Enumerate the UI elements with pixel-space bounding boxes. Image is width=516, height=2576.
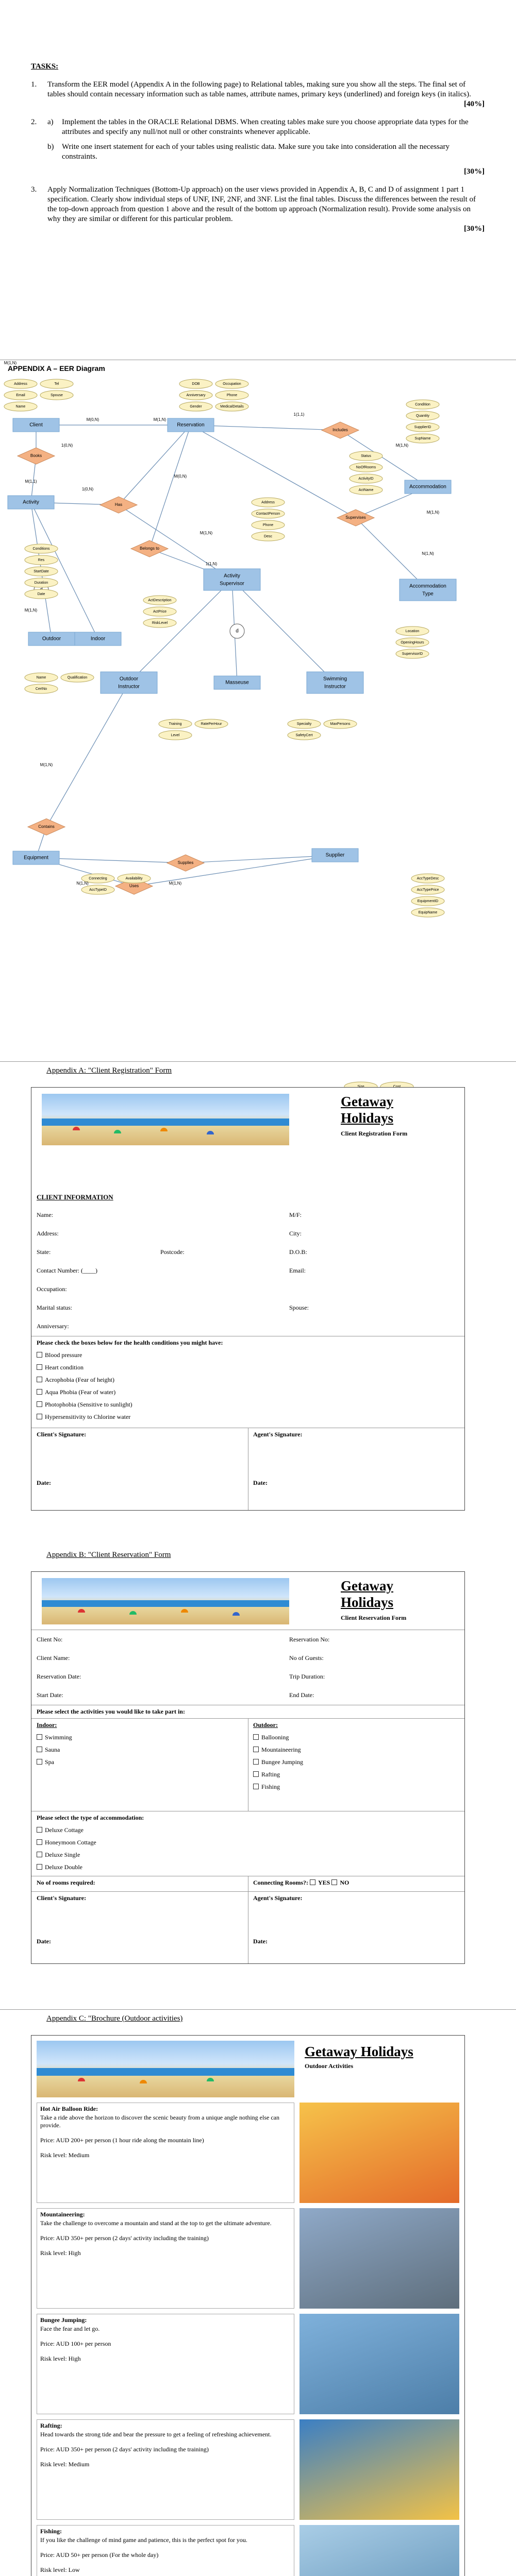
entity-box bbox=[400, 579, 456, 601]
relationship-label: Includes bbox=[332, 428, 348, 433]
rooms-required[interactable]: No of rooms required: bbox=[37, 1879, 95, 1886]
activity-photo bbox=[299, 2525, 459, 2576]
attribute-label: ActDescription bbox=[148, 598, 172, 602]
appendix-a-caption: Appendix A: "Client Registration" Form bbox=[46, 1066, 172, 1075]
attribute-label: Condition bbox=[415, 402, 430, 406]
outdoor-option[interactable] bbox=[253, 1734, 289, 1741]
checkbox[interactable] bbox=[37, 1352, 42, 1358]
cardinality-label: M(0,N) bbox=[86, 417, 99, 422]
attribute-label: Duration bbox=[34, 581, 48, 585]
beach-banner-image bbox=[37, 2041, 294, 2097]
relationship-label: Books bbox=[30, 453, 42, 459]
attribute-label: RiskLevel bbox=[152, 621, 168, 625]
entity-label: Accommodation bbox=[409, 484, 446, 490]
option-label: Sauna bbox=[45, 1746, 60, 1753]
cardinality-label: 1(0,N) bbox=[81, 487, 94, 492]
attribute-label: Status bbox=[361, 454, 371, 458]
field-reservation-no[interactable]: Reservation No: bbox=[289, 1636, 330, 1643]
activity-description: Take the challenge to overcome a mountain and stand at the top to get the ultimate adventure. bbox=[40, 2219, 272, 2227]
accommodation-option[interactable] bbox=[37, 1863, 82, 1871]
task-text: Transform the EER model (Appendix A in the following page) to Relational tables, making sure you show all the steps. The final set of tables should contain necessary information such as table names, attribute names, primary keys (underlined) and foreign keys (in italics). bbox=[47, 80, 471, 98]
relationship-label: Supplies bbox=[177, 860, 194, 866]
attribute-label: AccTypePrice bbox=[417, 888, 439, 892]
option-label: Deluxe Single bbox=[45, 1851, 80, 1858]
subtask-number: a) bbox=[47, 118, 54, 126]
accommodation-option[interactable] bbox=[37, 1826, 84, 1834]
attribute-label: EquipmentID bbox=[417, 899, 439, 903]
checkbox[interactable] bbox=[37, 1747, 42, 1752]
relationship-label: Uses bbox=[129, 884, 139, 889]
activity-risk: Risk level: Medium bbox=[40, 2151, 90, 2159]
connector-line bbox=[119, 505, 232, 580]
outdoor-option[interactable] bbox=[253, 1771, 280, 1778]
health-option[interactable] bbox=[37, 1351, 82, 1359]
health-label: Hypersensitivity to Chlorine water bbox=[45, 1413, 131, 1420]
activity-title: Mountaineering: bbox=[40, 2211, 85, 2218]
health-option[interactable] bbox=[37, 1401, 132, 1409]
connector-line bbox=[149, 425, 191, 549]
entity-label: Reservation bbox=[177, 422, 205, 428]
activity-price: Price: AUD 100+ per person bbox=[40, 2340, 111, 2347]
cardinality-label: M(1,N) bbox=[24, 608, 38, 613]
activity-price: Price: AUD 200+ per person (1 hour ride along the mountain line) bbox=[40, 2137, 204, 2144]
form-subtitle: Client Reservation Form bbox=[341, 1614, 407, 1621]
relationship-label: Belongs to bbox=[140, 546, 159, 551]
cardinality-label: M(1,N) bbox=[40, 762, 53, 768]
agent-date[interactable]: Date: bbox=[253, 1938, 268, 1945]
indoor-option[interactable] bbox=[37, 1734, 72, 1741]
activity-card bbox=[37, 2208, 294, 2309]
checkbox[interactable] bbox=[37, 1389, 42, 1395]
field-name[interactable]: Name: bbox=[37, 1211, 53, 1218]
outdoor-option[interactable] bbox=[253, 1758, 303, 1766]
health-label: Photophobia (Sensitive to sunlight) bbox=[45, 1401, 132, 1408]
checkbox[interactable] bbox=[37, 1734, 42, 1740]
attribute-label: ActivityID bbox=[358, 477, 374, 481]
attribute-label: SupName bbox=[414, 436, 431, 440]
field-state[interactable]: State: bbox=[37, 1248, 51, 1256]
cardinality-label: M(1,N) bbox=[395, 443, 409, 448]
entity-label: Supplier bbox=[325, 852, 345, 858]
connector-line bbox=[134, 855, 335, 886]
health-label: Acrophobia (Fear of height) bbox=[45, 1376, 114, 1383]
brand-name: Getaway bbox=[341, 1578, 393, 1594]
relationship-label: Supervises bbox=[345, 515, 366, 520]
relationship-label: Has bbox=[114, 502, 123, 507]
entity-label: Masseuse bbox=[225, 680, 249, 686]
task-number: 2. bbox=[31, 118, 37, 126]
beach-banner-image bbox=[42, 1578, 289, 1624]
field-client-no[interactable]: Client No: bbox=[37, 1636, 63, 1643]
attribute-label: NoOfRooms bbox=[356, 465, 376, 469]
field-marital-status[interactable]: Marital status: bbox=[37, 1304, 72, 1311]
activity-card bbox=[37, 2314, 294, 2414]
field-dob[interactable]: D.O.B: bbox=[289, 1248, 307, 1256]
activity-description: Face the fear and let go. bbox=[40, 2325, 100, 2332]
attribute-label: Quantity bbox=[415, 414, 430, 418]
attribute-label: AccTypeID bbox=[89, 888, 107, 892]
attribute-label: Connecting bbox=[89, 876, 107, 880]
attribute-label: OpeningHours bbox=[401, 640, 424, 645]
connector-line bbox=[46, 683, 129, 827]
client-date[interactable]: Date: bbox=[37, 1479, 51, 1486]
appendix-c-caption: Appendix C: "Brochure (Outdoor activities) bbox=[46, 2014, 183, 2023]
agent-signature[interactable]: Agent's Signature: bbox=[253, 1431, 303, 1438]
field-email[interactable]: Email: bbox=[289, 1267, 306, 1274]
attribute-label: ActPrice bbox=[153, 609, 167, 614]
entity-label: Outdoor bbox=[119, 676, 139, 682]
activity-price: Price: AUD 50+ per person (For the whole day) bbox=[40, 2551, 159, 2558]
field-anniversary[interactable]: Anniversary: bbox=[37, 1323, 69, 1330]
brand-name: Getaway Holidays bbox=[305, 2044, 413, 2059]
option-label: Swimming bbox=[45, 1734, 72, 1741]
attribute-label: Tel bbox=[54, 382, 59, 386]
option-label: Deluxe Double bbox=[45, 1863, 82, 1871]
attribute-label: MaxPersons bbox=[330, 722, 351, 726]
attribute-label: StartDate bbox=[34, 569, 49, 573]
task-number: 3. bbox=[31, 185, 37, 194]
attribute-label: RatePerHour bbox=[201, 722, 222, 726]
activity-photo bbox=[299, 2419, 459, 2520]
agent-signature[interactable]: Agent's Signature: bbox=[253, 1894, 303, 1902]
entity-label: Outdoor bbox=[42, 636, 61, 642]
checkbox[interactable] bbox=[253, 1784, 259, 1789]
client-date[interactable]: Date: bbox=[37, 1938, 51, 1945]
entity-label: Type bbox=[422, 591, 434, 597]
activity-price: Price: AUD 350+ per person (2 days' activity including the training) bbox=[40, 2446, 209, 2453]
subtask-text: Write one insert statement for each of your tables using realistic data. Make sure you take into consideration all the necessary constraints. bbox=[62, 143, 450, 161]
health-label: Blood pressure bbox=[45, 1351, 82, 1359]
activity-description: If you like the challenge of mind game and patience, this is the perfect spot for you. bbox=[40, 2536, 247, 2544]
checkbox[interactable] bbox=[253, 1771, 259, 1777]
activities-heading: Please select the activities you would like to take part in: bbox=[37, 1708, 185, 1715]
tasks-section bbox=[31, 62, 485, 242]
brand-name-2: Holidays bbox=[341, 1595, 394, 1610]
checkbox[interactable] bbox=[253, 1759, 259, 1765]
entity-label: Equipment bbox=[24, 855, 48, 861]
entity-label: Client bbox=[29, 422, 43, 428]
yes-checkbox[interactable] bbox=[310, 1879, 315, 1885]
brochure-subtitle: Outdoor Activities bbox=[305, 2062, 354, 2070]
entity-label: Indoor bbox=[90, 636, 106, 642]
activity-risk: Risk level: High bbox=[40, 2249, 81, 2257]
field-reservation-date[interactable]: Reservation Date: bbox=[37, 1673, 81, 1680]
cardinality-label: M(1,N) bbox=[426, 510, 440, 515]
option-label: Deluxe Cottage bbox=[45, 1826, 84, 1834]
option-label: Spa bbox=[45, 1758, 54, 1766]
outdoor-brochure bbox=[31, 2035, 465, 2576]
field-occupation[interactable]: Occupation: bbox=[37, 1285, 67, 1293]
attribute-label: Desc bbox=[264, 534, 272, 538]
yes-label: YES bbox=[318, 1879, 330, 1886]
entity-box bbox=[101, 672, 157, 693]
attribute-label: Qualification bbox=[67, 675, 88, 680]
attribute-label: Name bbox=[36, 675, 46, 680]
checkbox[interactable] bbox=[37, 1827, 42, 1833]
attribute-label: Availability bbox=[125, 876, 143, 880]
task-2b bbox=[47, 142, 485, 162]
attribute-label: SafetyCert bbox=[295, 733, 313, 737]
option-label: Mountaineering bbox=[261, 1746, 301, 1753]
page-divider bbox=[0, 2009, 516, 2010]
activity-photo bbox=[299, 2103, 459, 2203]
task-mark: [30%] bbox=[464, 225, 485, 233]
subtask-number: b) bbox=[47, 143, 54, 151]
activity-risk: Risk level: High bbox=[40, 2355, 81, 2362]
entity-label: Activity bbox=[23, 499, 39, 505]
activity-risk: Risk level: Low bbox=[40, 2566, 80, 2573]
entity-label: Activity bbox=[224, 573, 240, 579]
health-option[interactable] bbox=[37, 1413, 130, 1421]
checkbox[interactable] bbox=[37, 1364, 42, 1370]
attribute-label: EquipName bbox=[418, 910, 438, 914]
brand-name: Getaway bbox=[341, 1094, 393, 1109]
field-gender[interactable]: M/F: bbox=[289, 1211, 302, 1218]
attribute-label: Training bbox=[169, 722, 182, 726]
field-city[interactable]: City: bbox=[289, 1230, 302, 1237]
no-label: NO bbox=[340, 1879, 349, 1886]
attribute-label: Name bbox=[15, 404, 26, 409]
task-2a bbox=[47, 117, 485, 137]
field-start-date[interactable]: Start Date: bbox=[37, 1691, 63, 1699]
task-2 bbox=[31, 117, 485, 177]
attribute-label: SupervisorID bbox=[402, 652, 423, 656]
outdoor-option[interactable] bbox=[253, 1746, 301, 1754]
connector-line bbox=[129, 580, 232, 683]
cardinality-label: M(1,N) bbox=[199, 531, 213, 536]
attribute-label: Specialty bbox=[296, 722, 312, 726]
tasks-heading: TASKS: bbox=[31, 62, 59, 71]
connector-line bbox=[119, 425, 191, 505]
page-divider bbox=[0, 1061, 516, 1062]
activity-risk: Risk level: Medium bbox=[40, 2461, 90, 2468]
activity-photo bbox=[299, 2208, 459, 2309]
accommodation-heading: Please select the type of accommodation: bbox=[37, 1814, 144, 1821]
entity-box bbox=[307, 672, 363, 693]
task-number: 1. bbox=[31, 80, 37, 89]
relationship-label: Contains bbox=[38, 824, 55, 829]
connecting-rooms bbox=[253, 1879, 349, 1887]
attribute-label: Phone bbox=[226, 393, 238, 397]
checkbox[interactable] bbox=[37, 1839, 42, 1845]
field-trip-duration[interactable]: Trip Duration: bbox=[289, 1673, 325, 1680]
field-guests[interactable]: No of Guests: bbox=[289, 1654, 324, 1662]
attribute-label: Anniversary bbox=[186, 393, 206, 397]
checkbox[interactable] bbox=[37, 1377, 42, 1382]
checkbox[interactable] bbox=[253, 1734, 259, 1740]
brand-name-2: Holidays bbox=[341, 1110, 394, 1126]
attribute-label: MedicalDetails bbox=[220, 404, 244, 409]
indoor-heading: Indoor: bbox=[37, 1721, 57, 1728]
client-reservation-form bbox=[31, 1571, 465, 1964]
health-option[interactable] bbox=[37, 1376, 114, 1384]
task-3 bbox=[31, 185, 485, 234]
cardinality-label: M(0,N) bbox=[174, 474, 187, 479]
activity-price: Price: AUD 350+ per person (2 days' activity including the training) bbox=[40, 2234, 209, 2242]
health-option[interactable] bbox=[37, 1388, 115, 1396]
cardinality-label: M(1,N) bbox=[4, 361, 17, 366]
client-signature[interactable]: Client's Signature: bbox=[37, 1894, 87, 1902]
attribute-label: Spouse bbox=[51, 393, 63, 397]
form-subtitle: Client Registration Form bbox=[341, 1130, 408, 1137]
cardinality-label: M(1,N) bbox=[169, 881, 182, 886]
entity-label: Swimming bbox=[323, 676, 347, 682]
section-heading: CLIENT INFORMATION bbox=[37, 1193, 113, 1201]
task-text: Apply Normalization Techniques (Bottom-Up approach) on the user views provided in Appendix A, B, C and D of assignment 1 part 1 specification. Clearly show individual steps of UNF, INF, 2NF, and 3NF. List the final tables. Discuss the differences between the result of the top-down approach from question 1 above and the result of the bottom up approach (Normalization result). Provide some analysis on why they are similar or different for this particular problem. bbox=[47, 185, 476, 223]
erd-title: APPENDIX A – EER Diagram bbox=[8, 364, 105, 372]
attribute-label: Occupation bbox=[223, 382, 241, 386]
cardinality-label: 1(0,N) bbox=[61, 443, 73, 448]
cardinality-label: 1(1,1) bbox=[293, 412, 305, 417]
no-checkbox[interactable] bbox=[331, 1879, 337, 1885]
attribute-label: AccTypeDesc bbox=[417, 876, 439, 880]
checkbox[interactable] bbox=[37, 1414, 42, 1419]
health-label: Aqua Phobia (Fear of water) bbox=[45, 1388, 116, 1396]
field-client-name[interactable]: Client Name: bbox=[37, 1654, 70, 1662]
attribute-label: Date bbox=[37, 592, 45, 596]
accommodation-option[interactable] bbox=[37, 1851, 80, 1859]
task-mark: [30%] bbox=[464, 167, 485, 176]
beach-banner-image bbox=[42, 1094, 289, 1145]
checkbox[interactable] bbox=[37, 1852, 42, 1857]
entity-label: Supervisor bbox=[220, 581, 244, 587]
activity-description: Head towards the strong tide and bear the pressure to get a feeling of refreshing achievement. bbox=[40, 2431, 272, 2438]
checkbox[interactable] bbox=[253, 1747, 259, 1752]
option-label: Rafting bbox=[261, 1771, 280, 1778]
indoor-option[interactable] bbox=[37, 1758, 54, 1766]
indoor-option[interactable] bbox=[37, 1746, 60, 1754]
entity-label: Instructor bbox=[324, 684, 346, 690]
eer-diagram-canvas bbox=[0, 363, 516, 1059]
cardinality-label: M(1,1) bbox=[25, 479, 37, 484]
activity-card bbox=[37, 2525, 294, 2576]
attribute-label: Gender bbox=[190, 404, 202, 409]
attribute-label: CertNo bbox=[35, 687, 47, 691]
option-label: Ballooning bbox=[261, 1734, 289, 1741]
attribute-label: Level bbox=[171, 733, 180, 737]
activity-title: Rafting: bbox=[40, 2422, 62, 2429]
option-label: Bungee Jumping bbox=[261, 1758, 303, 1766]
field-end-date[interactable]: End Date: bbox=[289, 1691, 314, 1699]
subtask-text: Implement the tables in the ORACLE Relational DBMS. When creating tables make sure you choose appropriate data types for the attributes and specify any null/not null or other constraints whenever applicable. bbox=[62, 118, 469, 136]
connector-line bbox=[232, 580, 335, 683]
cardinality-label: 1(1,N) bbox=[205, 562, 218, 567]
attribute-label: ActName bbox=[358, 488, 374, 492]
checkbox[interactable] bbox=[37, 1759, 42, 1765]
disjoint-label: d bbox=[236, 628, 239, 634]
activity-title: Bungee Jumping: bbox=[40, 2316, 87, 2324]
task-mark: [40%] bbox=[464, 100, 485, 108]
attribute-label: Address bbox=[261, 500, 275, 504]
checkbox[interactable] bbox=[37, 1401, 42, 1407]
option-label: Honeymoon Cottage bbox=[45, 1839, 96, 1846]
agent-date[interactable]: Date: bbox=[253, 1479, 268, 1486]
attribute-label: Address bbox=[14, 382, 27, 386]
checkbox[interactable] bbox=[37, 1864, 42, 1870]
attribute-label: DOB bbox=[192, 382, 200, 386]
activity-card bbox=[37, 2103, 294, 2203]
health-heading: Please check the boxes below for the health conditions you might have: bbox=[37, 1339, 223, 1346]
option-label: Fishing bbox=[261, 1783, 280, 1790]
attribute-label: ContactPerson bbox=[256, 512, 280, 516]
activity-title: Hot Air Balloon Ride: bbox=[40, 2105, 98, 2112]
attribute-label: SupplierID bbox=[414, 425, 431, 429]
entity-label: Accommodation bbox=[409, 583, 446, 589]
field-spouse[interactable]: Spouse: bbox=[289, 1304, 309, 1311]
outdoor-heading: Outdoor: bbox=[253, 1721, 278, 1728]
client-signature[interactable]: Client's Signature: bbox=[37, 1431, 87, 1438]
task-1 bbox=[31, 80, 485, 109]
health-label: Heart condition bbox=[45, 1364, 84, 1371]
client-registration-form bbox=[31, 1087, 465, 1511]
eer-diagram bbox=[0, 363, 516, 1059]
attribute-label: Res bbox=[38, 558, 45, 562]
cardinality-label: N(1,N) bbox=[422, 551, 434, 556]
attribute-label: Phone bbox=[262, 523, 274, 527]
entity-box bbox=[204, 569, 260, 590]
attribute-label: Location bbox=[405, 629, 420, 633]
field-address[interactable]: Address: bbox=[37, 1230, 59, 1237]
attribute-label: Conditions bbox=[32, 547, 50, 551]
activity-description: Take a ride above the horizon to discover the scenic beauty from a unique angle nothing else can provide. bbox=[40, 2114, 279, 2129]
activity-card bbox=[37, 2419, 294, 2520]
field-contact[interactable]: Contact Number: (____) bbox=[37, 1267, 97, 1274]
field-postcode[interactable]: Postcode: bbox=[160, 1248, 185, 1256]
connecting-label: Connecting Rooms?: bbox=[253, 1879, 308, 1886]
appendix-b-caption: Appendix B: "Client Reservation" Form bbox=[46, 1551, 171, 1559]
outdoor-option[interactable] bbox=[253, 1783, 280, 1791]
attribute-label: Email bbox=[16, 393, 25, 397]
cardinality-label: M(1,N) bbox=[153, 417, 167, 422]
activity-title: Fishing: bbox=[40, 2528, 62, 2535]
accommodation-option[interactable] bbox=[37, 1839, 96, 1846]
cardinality-label: N(1,N) bbox=[76, 881, 89, 886]
entity-label: Instructor bbox=[118, 684, 140, 690]
activity-photo bbox=[299, 2314, 459, 2414]
health-option[interactable] bbox=[37, 1364, 84, 1371]
